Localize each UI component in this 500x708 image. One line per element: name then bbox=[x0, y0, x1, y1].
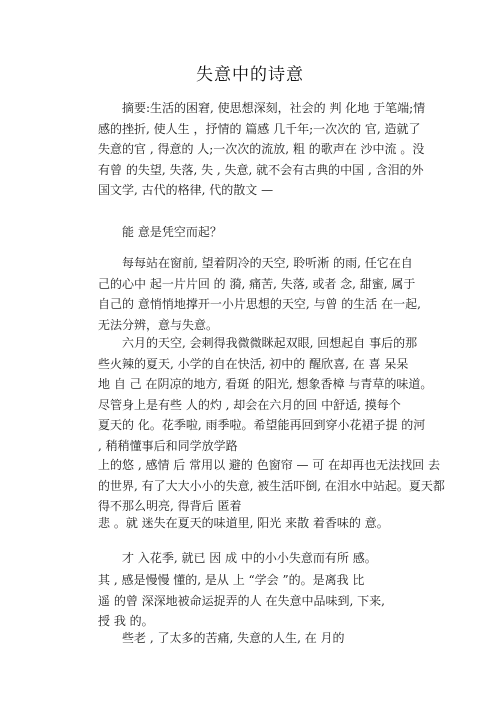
abstract-paragraph bbox=[98, 98, 426, 201]
text-line: 有曾 的失望, 失落, 失 , 失意, 就不会有古典的中国 , 含泪的外 bbox=[98, 162, 424, 177]
text-line: 悲 。就 迷失在夏天的味道里, 阳光 来散 着香味的 意。 bbox=[98, 516, 389, 530]
document-title: 失意中的诗意 bbox=[196, 65, 304, 85]
text-line: 得不那么明亮, 得背后 匿着 bbox=[98, 499, 242, 513]
text-line: 六月的天空, 会刺得我微微眯起双眼, 回想起自 事后的那 bbox=[122, 336, 418, 350]
text-line: 才 入花季, 就已 因 成 中的小小失意而有所 感。 bbox=[122, 551, 377, 565]
text-line: 自己的 意悄悄地撑开一小片思想的天空, 与曾 的生活 在一起, bbox=[98, 297, 421, 311]
text-line: 感的挫折, 使人生 ，抒情的 篇感 几千年;一次次的 官, 造就了 bbox=[98, 121, 421, 136]
text-line: 每每站在窗前, 望着阴冷的天空, 聆听淅 的雨, 任它在自 bbox=[122, 256, 413, 270]
flower-season-paragraph bbox=[98, 548, 410, 569]
text-line: , 稍稍懂事后和同学放学路 bbox=[98, 438, 238, 453]
text-line: 其 , 感是慢慢 懂的, 是从 上 “学会 ”的。是离我 比 bbox=[98, 573, 365, 587]
text-line: 上的悠 , 感情 后 常用以 避的 色窗帘 — 可 在却再也无法找回 去 bbox=[98, 458, 440, 472]
text-line: 夏天的 化。花季啦, 雨季啦。希望能再回到穿小花裙子提 的河 bbox=[98, 418, 426, 432]
text-line: 摘要:生活的困窘, 使思想深刻，社会的 判 化地 于笔端;情 bbox=[122, 101, 426, 115]
text-line: 尽管身上是有些 人的灼 , 却会在六月的回 中舒适, 摸每个 bbox=[98, 397, 401, 412]
window-paragraph bbox=[98, 253, 421, 335]
text-line: 的世界, 有了大大小小的失意, 被生活吓倒, 在泪水中站起。夏天都 bbox=[98, 478, 445, 493]
text-line: 些火辣的夏天, 小学的自在快活, 初中的 醒欣喜, 在 喜 呆呆 bbox=[98, 356, 409, 371]
text-line: 能 意是凭空而起？ bbox=[122, 225, 222, 239]
question-paragraph bbox=[98, 222, 410, 243]
text-line: 失意的官 , 得意的 人;一次次的流放, 粗 的歌声在 沙中流 。没 bbox=[98, 142, 425, 156]
text-line: 己的心中 起一片片回 的 漪, 痛苦, 失落, 或者 念, 甜蜜, 属于 bbox=[98, 276, 416, 291]
text-line: 些老 , 了太多的苦痛, 失意的人生, 在 月的 bbox=[122, 631, 345, 645]
summer-paragraph bbox=[98, 455, 445, 517]
learning-paragraph bbox=[98, 570, 410, 632]
text-line: 无法分辨，意与失意。 bbox=[98, 317, 219, 332]
sorrow-paragraph bbox=[98, 513, 410, 534]
text-line: 国文学, 古代的格律, 代的散文 — bbox=[98, 183, 274, 197]
text-line: 遥 的曾 深深地被命运捉弄的人 在失意中品味到, 下来, bbox=[98, 593, 385, 608]
text-line: 授 我 的。 bbox=[98, 614, 154, 628]
text-line: 地 自 己 在阴凉的地方, 看斑 的阳光, 想象香樟 与青草的味道。 bbox=[98, 377, 433, 391]
june-paragraph bbox=[98, 333, 433, 456]
elders-paragraph bbox=[98, 628, 410, 649]
